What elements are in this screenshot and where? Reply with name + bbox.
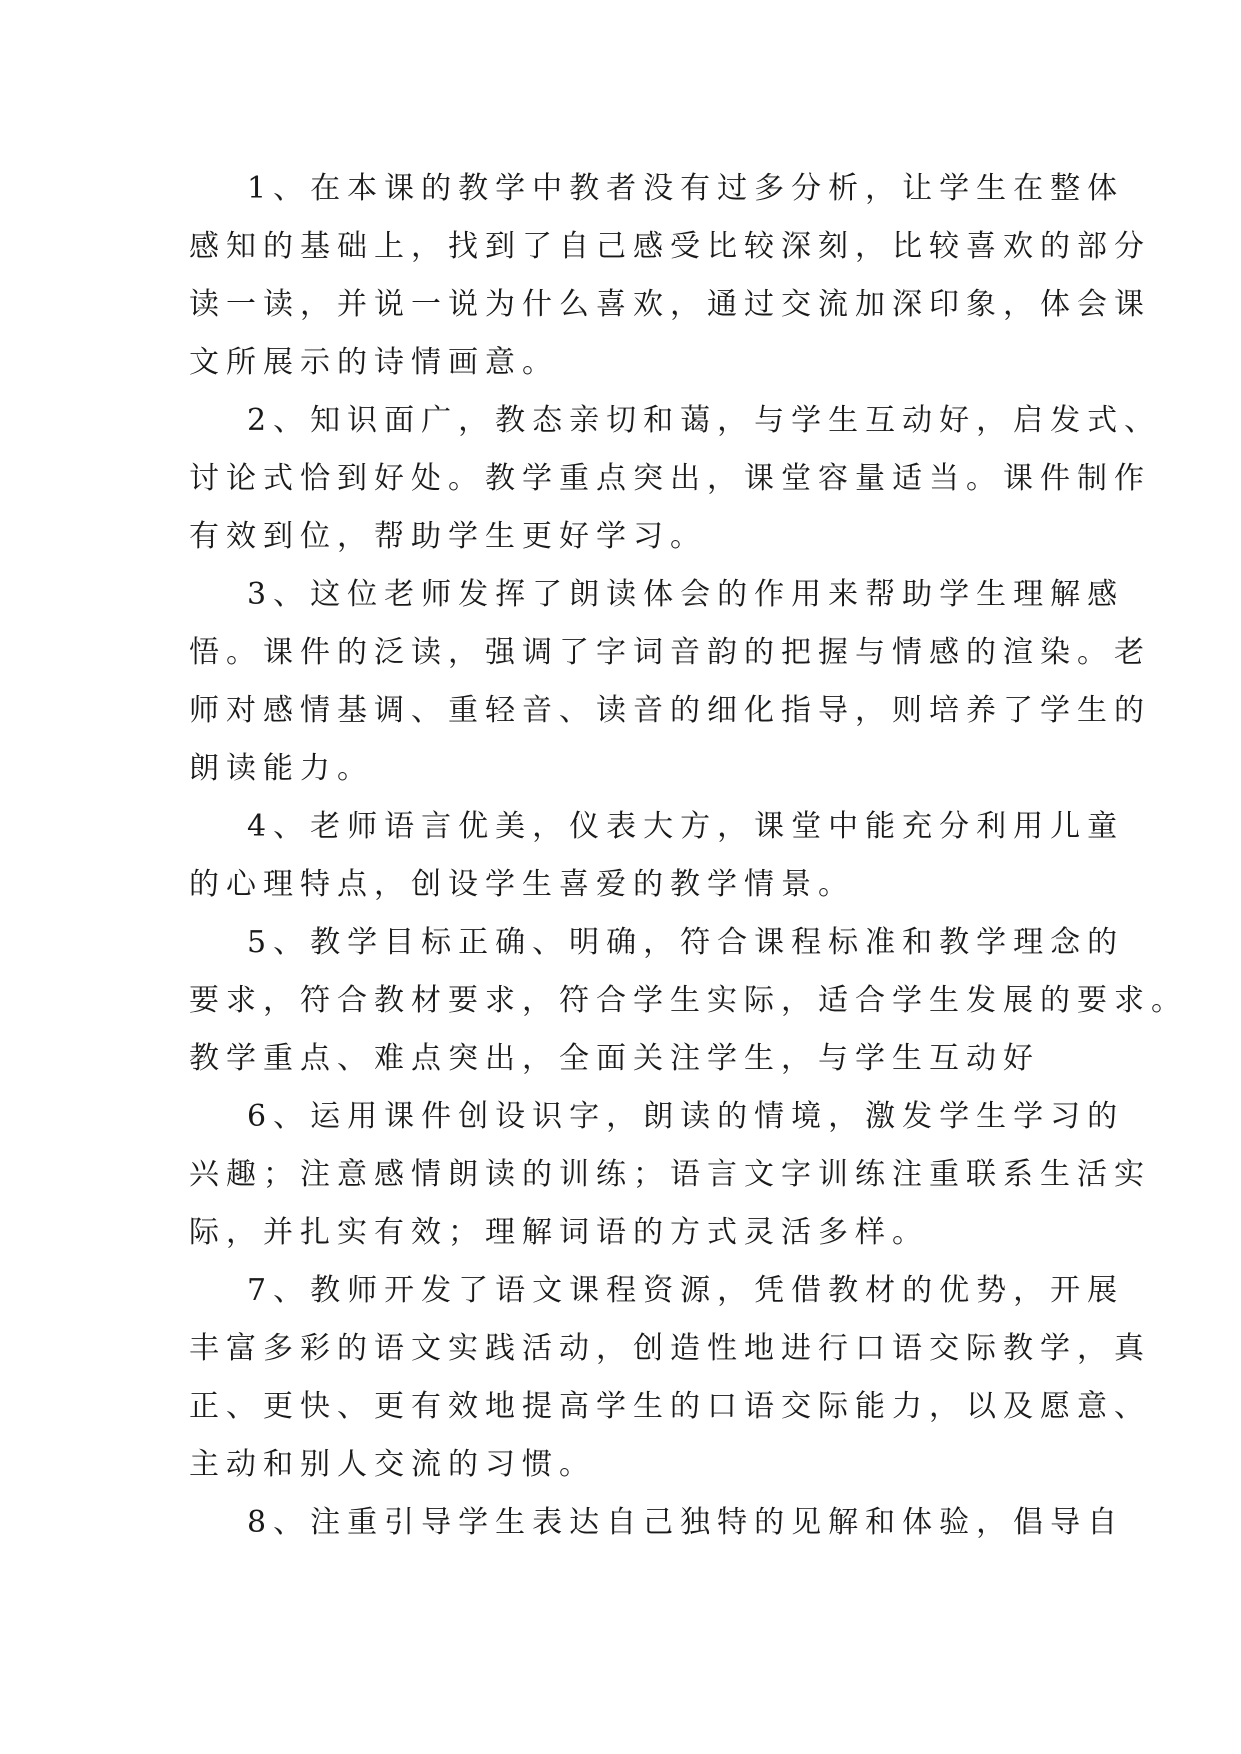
paragraph-1 [189, 160, 1151, 392]
paragraph-line: 讨论式恰到好处。教学重点突出，课堂容量适当。课件制作 [189, 461, 1151, 496]
paragraph-line: 读一读，并说一说为什么喜欢，通过交流加深印象，体会课 [189, 287, 1151, 322]
paragraph-line: 丰富多彩的语文实践活动，创造性地进行口语交际教学，真 [189, 1331, 1151, 1366]
paragraph-line: 3、这位老师发挥了朗读体会的作用来帮助学生理解感 [247, 577, 1125, 612]
paragraph-line: 正、更快、更有效地提高学生的口语交际能力，以及愿意、 [189, 1389, 1151, 1424]
paragraph-5 [189, 914, 1188, 1088]
paragraph-7 [189, 1262, 1151, 1494]
paragraph-line: 师对感情基调、重轻音、读音的细化指导，则培养了学生的 [189, 693, 1151, 728]
paragraph-line: 6、运用课件创设识字，朗读的情境，激发学生学习的 [247, 1099, 1125, 1134]
paragraph-line: 朗读能力。 [189, 751, 374, 786]
document-body [189, 160, 1188, 1552]
paragraph-line: 感知的基础上，找到了自己感受比较深刻，比较喜欢的部分 [189, 229, 1151, 264]
paragraph-line: 1、在本课的教学中教者没有过多分析，让学生在整体 [247, 171, 1125, 206]
paragraph-line: 悟。课件的泛读，强调了字词音韵的把握与情感的渲染。老 [189, 635, 1151, 670]
paragraph-line: 教学重点、难点突出，全面关注学生，与学生互动好 [189, 1041, 1040, 1076]
paragraph-line: 主动和别人交流的习惯。 [189, 1447, 596, 1482]
paragraph-3 [189, 566, 1151, 798]
paragraph-line: 文所展示的诗情画意。 [189, 345, 559, 380]
paragraph-line: 有效到位，帮助学生更好学习。 [189, 519, 707, 554]
paragraph-line: 8、注重引导学生表达自己独特的见解和体验，倡导自 [247, 1505, 1125, 1540]
paragraph-line: 兴趣；注意感情朗读的训练；语言文字训练注重联系生活实 [189, 1157, 1151, 1192]
paragraph-4 [189, 798, 1125, 914]
paragraph-line: 要求，符合教材要求，符合学生实际，适合学生发展的要求。 [189, 983, 1188, 1018]
paragraph-line: 5、教学目标正确、明确，符合课程标准和教学理念的 [247, 925, 1125, 960]
paragraph-2 [189, 392, 1162, 566]
paragraph-line: 2、知识面广，教态亲切和蔼，与学生互动好，启发式、 [247, 403, 1162, 438]
paragraph-line: 7、教师开发了语文课程资源，凭借教材的优势，开展 [247, 1273, 1125, 1308]
paragraph-6 [189, 1088, 1151, 1262]
paragraph-line: 的心理特点，创设学生喜爱的教学情景。 [189, 867, 855, 902]
paragraph-line: 4、老师语言优美，仪表大方，课堂中能充分利用儿童 [247, 809, 1125, 844]
paragraph-line: 际，并扎实有效；理解词语的方式灵活多样。 [189, 1215, 929, 1250]
paragraph-8 [189, 1494, 1125, 1552]
